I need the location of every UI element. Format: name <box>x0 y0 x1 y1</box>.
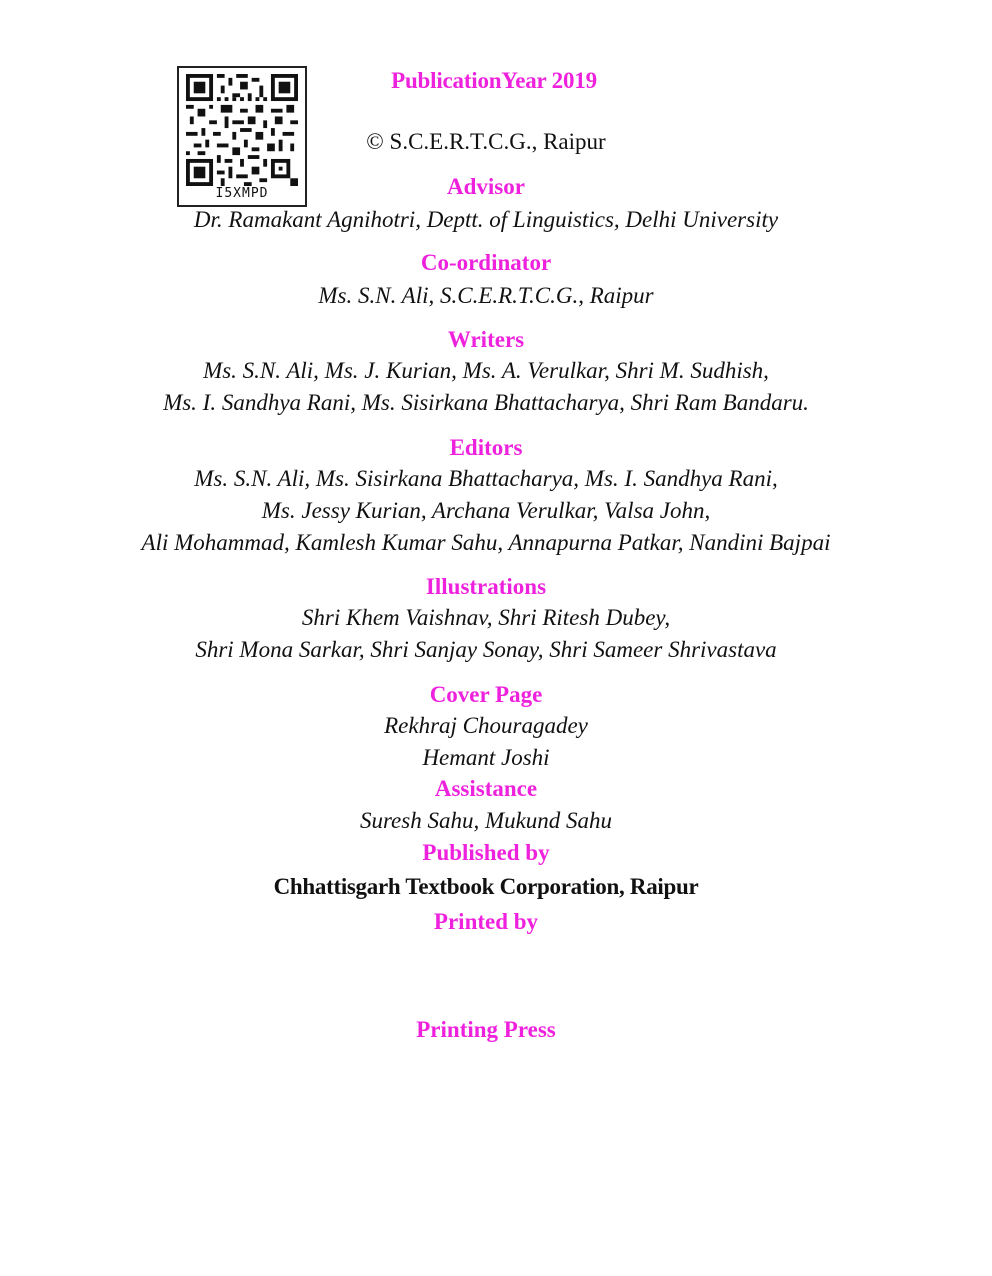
illustrations-line: Shri Mona Sarkar, Shri Sanjay Sonay, Shri Sameer Shrivastava <box>195 637 777 662</box>
coordinator-heading: Co-ordinator <box>420 250 552 275</box>
writers-line: Ms. I. Sandhya Rani, Ms. Sisirkana Bhattacharya, Shri Ram Bandaru. <box>163 390 809 415</box>
editors-line: Ms. S.N. Ali, Ms. Sisirkana Bhattacharya, Ms. I. Sandhya Rani, <box>194 466 778 491</box>
advisor-heading: Advisor <box>447 174 525 199</box>
editors-line: Ms. Jessy Kurian, Archana Verulkar, Valsa John, <box>261 498 711 523</box>
publication-year: PublicationYear 2019 <box>391 68 597 93</box>
cover-page-line: Hemant Joshi <box>422 745 550 770</box>
cover-page-line: Rekhraj Chouragadey <box>384 713 588 738</box>
writers-heading: Writers <box>447 327 525 352</box>
writers-line: Ms. S.N. Ali, Ms. J. Kurian, Ms. A. Verulkar, Shri M. Sudhish, <box>203 358 769 383</box>
published-by-heading: Published by <box>422 840 550 865</box>
advisor-line: Dr. Ramakant Agnihotri, Deptt. of Linguistics, Delhi University <box>193 207 779 232</box>
cover-page-heading: Cover Page <box>429 682 543 707</box>
copyright: © S.C.E.R.T.C.G., Raipur <box>366 129 606 154</box>
assistance-heading: Assistance <box>434 776 538 801</box>
assistance-line: Suresh Sahu, Mukund Sahu <box>359 808 613 833</box>
printer-name: Printing Press <box>416 1017 556 1042</box>
qr-code-label: I5XMPD <box>215 186 269 201</box>
coordinator-line: Ms. S.N. Ali, S.C.E.R.T.C.G., Raipur <box>318 283 654 308</box>
printed-by-heading: Printed by <box>433 909 539 934</box>
editors-heading: Editors <box>449 435 523 460</box>
illustrations-line: Shri Khem Vaishnav, Shri Ritesh Dubey, <box>301 605 671 630</box>
editors-line: Ali Mohammad, Kamlesh Kumar Sahu, Annapurna Patkar, Nandini Bajpai <box>141 530 831 555</box>
publisher-name: Chhattisgarh Textbook Corporation, Raipur <box>273 874 699 899</box>
illustrations-heading: Illustrations <box>425 574 547 599</box>
